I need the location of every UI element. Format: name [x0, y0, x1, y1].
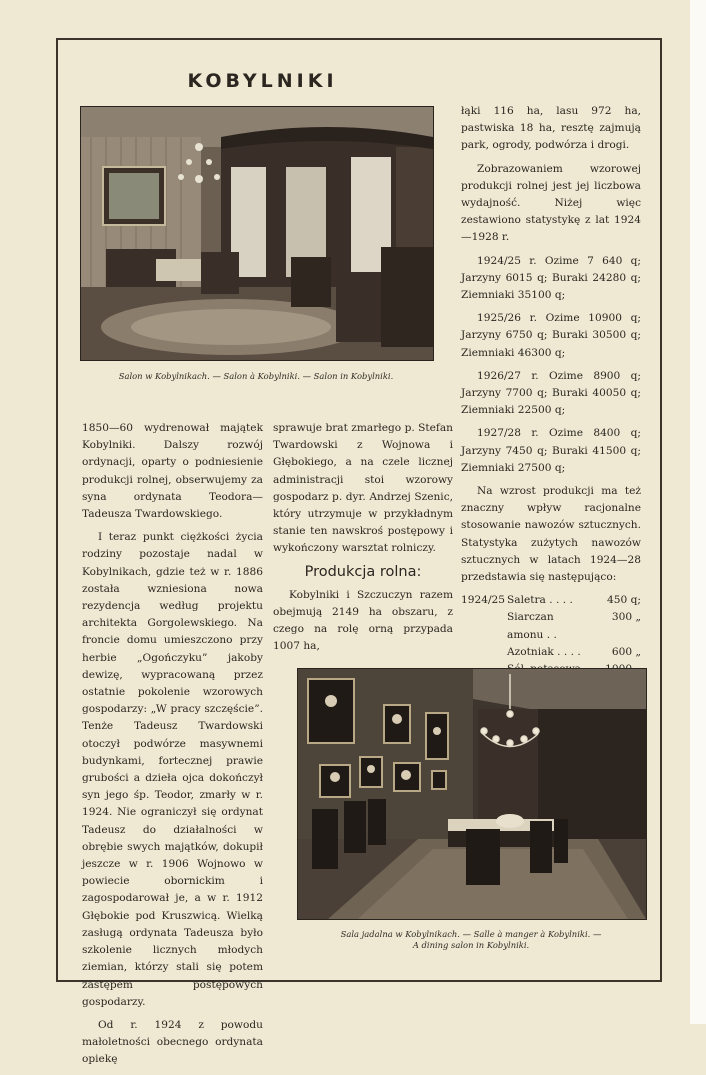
paragraph: Kobylniki i Szczuczyn razem obejmują 2149 ha obszaru, z czego na rolę orną przypada 1007 ha, — [273, 588, 453, 653]
stat-paragraph: 1925/26 r. Ozime 10900 q; Jarzyny 6750 q; Buraki 30500 q; Ziemniaki 46300 q; — [461, 312, 641, 359]
paragraph: łąki 116 ha, lasu 972 ha, pastwiska 18 ha, resztę zajmują park, ogrody, podwórza i drogi. — [461, 105, 641, 152]
fertilizer-value: 600 „ — [611, 645, 641, 658]
paragraph: I teraz punkt ciężkości życia rodziny pozostaje nadal w Kobylnikach, gdzie też w r. 1886 została wzniesiona nowa rezydencja według projektu architekta Gorgolewskiego. Na froncie domu umieszczono przy herbie „Ogończyku” jakoby dewizę, wypracowaną przez ostatnie pokolenie wzorowych gospodarzy: „W pracy szczęście”. Tenże Tadeusz Twardowski otoczył podwórze masywnemi budynkami, fortecznej prawie grubości a dzieła ojca dokończył syn jego śp. Teodor, zmarły w r. 1924. Nie ograniczył się ordynat Tadeusz do działalności w obrębie swych majątków, dokupił jeszcze w r. 1906 Wojnowo w powiecie obornickim i zagospodarował je, a w r. 1912 Głębokie pod Kruszwicą. Wielką zasługą ordynata Tadeusza było szkolenie licznych młodych ziemian, którzy stali się potem zastępem postępowych gospodarzy. — [82, 531, 263, 1008]
page-title: KOBYLNIKI — [187, 70, 338, 92]
salon-caption: Salon w Kobylnikach. — Salon à Kobylniki. — Salon in Kobylniki. — [118, 371, 394, 381]
stat-paragraph: 1926/27 r. Ozime 8900 q; Jarzyny 7700 q; Buraki 40050 q; Ziemniaki 22500 q; — [461, 369, 641, 417]
fertilizer-year: 1924/25 — [461, 594, 506, 607]
stat-paragraph: 1927/28 r. Ozime 8400 q; Jarzyny 7450 q; Buraki 41500 q; Ziemniaki 27500 q; — [461, 427, 641, 474]
fertilizer-name: Siarczan amonu . . — [507, 611, 557, 641]
fertilizer-row — [461, 592, 641, 609]
paragraph: Na wzrost produkcji ma też znaczny wpływ racjonalne stosowanie nawozów sztucznych. Statystyka zużytych nawozów sztucznych w latach 1924—28 przedstawia się następująco: — [461, 485, 641, 584]
fertilizer-name: Azotniak . . . . — [507, 645, 581, 658]
dining-caption-line-1: Sala jadalna w Kobylnikach. — Salle à manger à Kobylniki. — — [340, 929, 602, 939]
paragraph: 1850—60 wydrenował majątek Kobylniki. Dalszy rozwój ordynacji, oparty o podniesienie produkcji rolnej, obserwujemy za syna ordynata Teodora—Tadeusza Twardowskiego. — [82, 422, 263, 521]
dining-caption-line-2: A dining salon in Kobylniki. — [412, 940, 530, 950]
stat-paragraph: 1924/25 r. Ozime 7 640 q; Jarzyny 6015 q; Buraki 24280 q; Ziemniaki 35100 q; — [461, 254, 641, 302]
section-heading: Produkcja rolna: — [304, 563, 422, 580]
fertilizer-value: 450 q; — [607, 594, 641, 607]
salon-photo — [80, 106, 434, 361]
middle-column — [273, 420, 453, 662]
left-column — [82, 420, 263, 1075]
paragraph: sprawuje brat zmarłego p. Stefan Twardowski z Wojnowa i Głębokiego, a na czele licznej administracji stoi wzorowy gospodarz p. dyr. Andrzej Szenic, który utrzymuje w przykładnym stanie ten nawskroś postępowy i wykończony warsztat rolniczy. — [273, 422, 453, 555]
dining-room-photo — [297, 668, 647, 920]
fertilizer-row — [461, 609, 641, 643]
right-column — [461, 103, 641, 696]
fertilizer-row — [461, 644, 641, 661]
fertilizer-name: Saletra . . . . — [507, 594, 573, 607]
fertilizer-value: 300 „ — [611, 611, 641, 624]
page-edge — [690, 0, 706, 1024]
paragraph: Zobrazowaniem wzorowej produkcji rolnej jest jej liczbowa wydajność. Niżej więc zestawiono statystykę z lat 1924—1928 r. — [461, 162, 641, 244]
paragraph: Od r. 1924 z powodu małoletności obecnego ordynata opiekę — [82, 1018, 263, 1066]
